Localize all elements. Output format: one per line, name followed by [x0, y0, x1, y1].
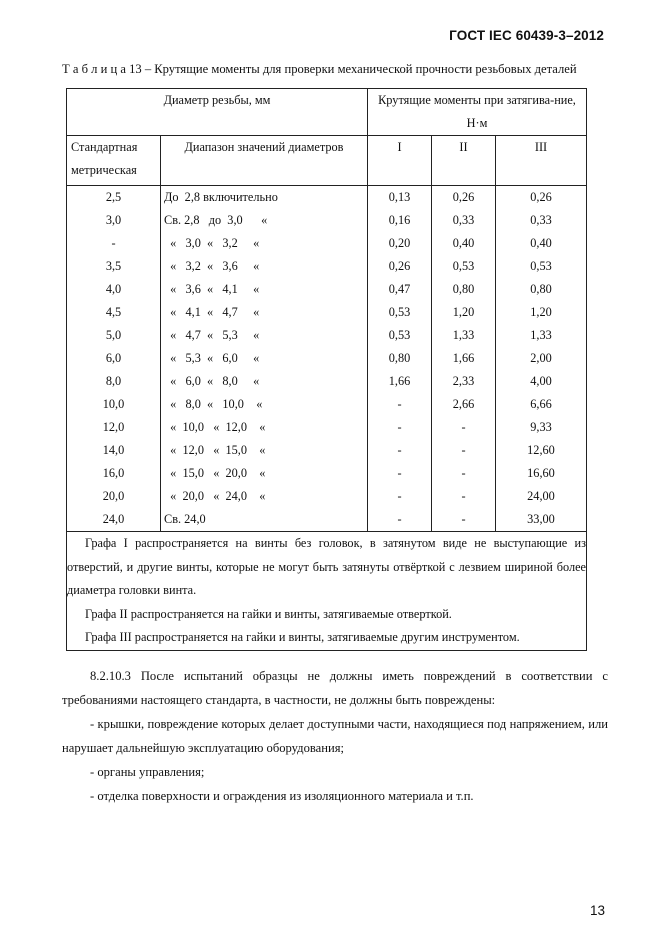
paragraph-8-2-10-3: 8.2.10.3 После испытаний образцы не должны иметь повреждений в соответствии с требованиями настоящего стандарта, в частности, не должны быть повреждены: [62, 669, 608, 707]
cell-III-3: 0,53 [530, 259, 552, 273]
cell-standard-7: 6,0 [105, 351, 122, 365]
cell-range-12: « 15,0 « 20,0 « [164, 466, 266, 480]
cell-II-3: 0,53 [452, 259, 475, 273]
cell-I-2: 0,20 [388, 236, 411, 250]
cell-III-9: 6,66 [530, 397, 552, 411]
body-text [62, 664, 608, 808]
col-range-values [161, 186, 368, 532]
cell-standard-6: 5,0 [105, 328, 122, 342]
cell-I-7: 0,80 [388, 351, 411, 365]
cell-I-9: - [397, 397, 402, 411]
cell-I-11: - [397, 443, 402, 457]
cell-range-5: « 4,1 « 4,7 « [164, 305, 260, 319]
header-diameter: Диаметр резьбы, мм [67, 89, 368, 136]
col-I-values [368, 186, 432, 532]
cell-II-1: 0,33 [452, 213, 475, 227]
cell-range-6: « 4,7 « 5,3 « [164, 328, 260, 342]
cell-III-8: 4,00 [530, 374, 552, 388]
cell-standard-5: 4,5 [105, 305, 122, 319]
col-standard-values [67, 186, 161, 532]
col-III-values [496, 186, 587, 532]
cell-range-9: « 8,0 « 10,0 « [164, 397, 263, 411]
cell-I-3: 0,26 [388, 259, 411, 273]
header-torque: Крутящие моменты при затягива-ние, Н·м [368, 89, 587, 136]
cell-I-6: 0,53 [388, 328, 411, 342]
cell-II-7: 1,66 [452, 351, 475, 365]
cell-standard-2: - [111, 236, 116, 250]
cell-II-9: 2,66 [452, 397, 475, 411]
cell-I-4: 0,47 [388, 282, 411, 296]
table-body-row [67, 186, 587, 532]
cell-III-4: 0,80 [530, 282, 552, 296]
cell-range-10: « 10,0 « 12,0 « [164, 420, 266, 434]
cell-range-7: « 5,3 « 6,0 « [164, 351, 260, 365]
cell-standard-1: 3,0 [105, 213, 122, 227]
cell-standard-14: 24,0 [102, 512, 125, 526]
header-col-III: III [496, 136, 587, 186]
cell-III-10: 9,33 [530, 420, 552, 434]
cell-II-14: - [461, 512, 466, 526]
cell-standard-4: 4,0 [105, 282, 122, 296]
header-col-I: I [368, 136, 432, 186]
cell-II-2: 0,40 [452, 236, 475, 250]
cell-range-1: Св. 2,8 до 3,0 « [164, 213, 268, 227]
list-item-finish: - отделка поверхности и ограждения из изоляционного материала и т.п. [90, 789, 474, 803]
cell-III-13: 24,00 [527, 489, 555, 503]
list-item-controls: - органы управления; [90, 765, 205, 779]
cell-I-0: 0,13 [388, 190, 411, 204]
cell-range-8: « 6,0 « 8,0 « [164, 374, 260, 388]
header-standard: Стандартная метрическая [67, 136, 161, 186]
cell-II-8: 2,33 [452, 374, 475, 388]
cell-standard-10: 12,0 [102, 420, 125, 434]
cell-I-13: - [397, 489, 402, 503]
cell-standard-12: 16,0 [102, 466, 125, 480]
cell-II-6: 1,33 [452, 328, 475, 342]
list-item-covers: - крышки, повреждение которых делает доступными части, находящиеся под напряжением, или нарушает дальнейшую эксплуатацию оборудования; [62, 717, 608, 755]
cell-III-0: 0,26 [530, 190, 552, 204]
cell-range-0: До 2,8 включительно [164, 190, 278, 204]
document-code: ГОСТ IEC 60439-3–2012 [449, 28, 604, 43]
cell-I-12: - [397, 466, 402, 480]
col-II-values [432, 186, 496, 532]
header-col-II: II [432, 136, 496, 186]
cell-III-6: 1,33 [530, 328, 552, 342]
cell-III-14: 33,00 [527, 512, 555, 526]
cell-III-2: 0,40 [530, 236, 552, 250]
cell-range-4: « 3,6 « 4,1 « [164, 282, 260, 296]
note-graph-II: Графа II распространяется на гайки и винты, затягиваемые отверткой. [85, 606, 452, 621]
cell-III-11: 12,60 [527, 443, 555, 457]
cell-I-10: - [397, 420, 402, 434]
cell-II-10: - [461, 420, 466, 434]
cell-II-4: 0,80 [452, 282, 475, 296]
cell-range-3: « 3,2 « 3,6 « [164, 259, 260, 273]
cell-II-13: - [461, 489, 466, 503]
page-number: 13 [589, 903, 605, 918]
header-range: Диапазон значений диаметров [161, 136, 368, 186]
cell-range-11: « 12,0 « 15,0 « [164, 443, 266, 457]
cell-range-14: Св. 24,0 [164, 512, 206, 526]
table-notes [67, 532, 587, 651]
note-graph-I: Графа I распространяется на винты без головок, в затянутом виде не выступающие из отверстий, и другие винты, которые не могут быть затянуты отвёрткой с лезвием шириной более диаметра головки винта. [67, 536, 586, 597]
cell-standard-13: 20,0 [102, 489, 125, 503]
cell-standard-11: 14,0 [102, 443, 125, 457]
cell-standard-8: 8,0 [105, 374, 122, 388]
cell-III-5: 1,20 [530, 305, 552, 319]
table-caption: Т а б л и ц а 13 – Крутящие моменты для проверки механической прочности резьбовых деталей [62, 62, 577, 76]
cell-II-0: 0,26 [452, 190, 475, 204]
cell-III-1: 0,33 [530, 213, 552, 227]
torque-table [66, 88, 587, 651]
cell-II-5: 1,20 [452, 305, 475, 319]
cell-II-12: - [461, 466, 466, 480]
cell-range-13: « 20,0 « 24,0 « [164, 489, 266, 503]
cell-II-11: - [461, 443, 466, 457]
cell-range-2: « 3,0 « 3,2 « [164, 236, 260, 250]
cell-standard-0: 2,5 [105, 190, 122, 204]
cell-I-8: 1,66 [388, 374, 411, 388]
cell-I-5: 0,53 [388, 305, 411, 319]
cell-standard-9: 10,0 [102, 397, 125, 411]
cell-I-1: 0,16 [388, 213, 411, 227]
cell-I-14: - [397, 512, 402, 526]
note-graph-III: Графа III распространяется на гайки и винты, затягиваемые другим инструментом. [85, 630, 520, 644]
cell-III-12: 16,60 [527, 466, 555, 480]
cell-standard-3: 3,5 [105, 259, 122, 273]
cell-III-7: 2,00 [530, 351, 552, 365]
